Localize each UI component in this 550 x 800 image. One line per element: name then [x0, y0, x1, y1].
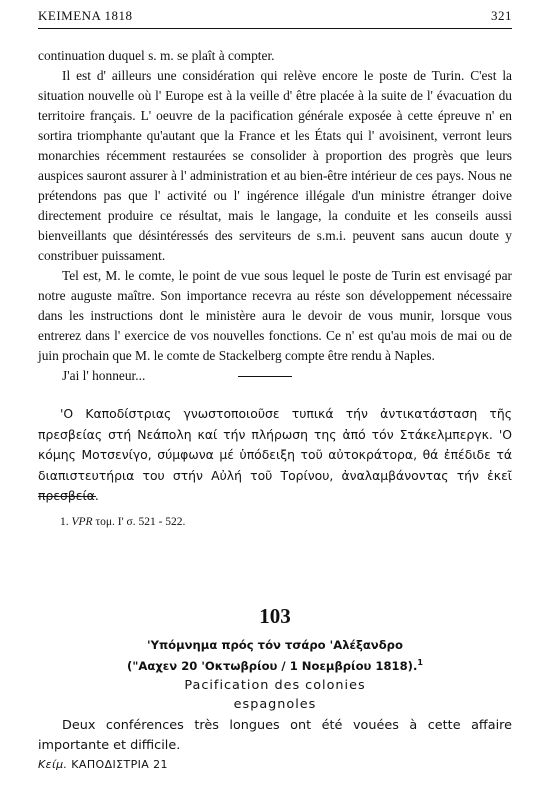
footnote-rule: [38, 496, 96, 497]
paragraph-continuation: continuation duquel s. m. se plaît à compter.: [38, 48, 275, 63]
signature-mark: [38, 758, 168, 771]
title-footnote-marker: 1: [417, 658, 423, 667]
document-date: ("Ααχεν 20 'Οκτωβρίου / 1 Νοεμβρίου 1818).: [127, 658, 418, 673]
document-title-line-2: [0, 654, 550, 675]
footnote-reference: τομ. Ι' σ. 521 - 522.: [95, 516, 186, 528]
footnote-source: VPR: [71, 516, 93, 528]
paragraph-turin-post: Il est d' ailleurs une considération qui relève encore le poste de Turin. C'est la situation nouvelle où l' Europe est à la veille d' être placée à la suite de l' évacuation du territoire français. L' oeuvre de la pacification générale exposée à cette épreuve n' en sortira triomphante qu'autant que la France et les États qui l' avoisinent, verront leurs monarchies récemment restaurées se consolider à proportion des progrès que leurs auspices sauront assurer à l' administration et au bien-être intérieur de ces pays. Nous ne prétendons pas que l' activité ou l' ingérence illégale d'un ministre étranger doive directement produire ce résultat, mais le langage, la conduite et les conseils aussi bienveillants que désintéressés des serviteurs de s.m.i. peuvent sans aucun doute y constribuer puissament.: [38, 68, 512, 263]
paragraph-point-of-view: Tel est, M. le comte, le point de vue sous lequel le poste de Turin est envisagé par notre auguste maître. Son importance recevra au réste son développement nécessaire dans les instructions dont le ministère aura le devoir de vous munir, lorsque vous entrerez dans l' exercice de vos nouvelles fonctions. Ce n' est qu'au mois de mai ou de juin prochain que M. le comte de Stackelberg compte être rendu à Naples.: [38, 268, 512, 363]
document-subject: [0, 676, 550, 714]
footnote-marker: 1.: [60, 516, 69, 528]
paragraph-closing: J'ai l' honneur...: [62, 368, 146, 383]
document-opening-paragraph: Deux conférences très longues ont été vouées à cette affaire importante et difficile.: [38, 718, 512, 753]
document-subject-line-2: espagnoles: [233, 697, 317, 712]
document-title: [0, 636, 550, 675]
running-header: [38, 8, 512, 24]
document-title-line-1: 'Υπόμνημα πρός τόν τσάρο 'Αλέξανδρο: [147, 638, 403, 652]
signature-abbreviation: Κείμ.: [38, 758, 68, 771]
header-rule: [38, 28, 512, 29]
section-rule: [238, 376, 292, 377]
document-text: [38, 716, 512, 755]
greek-commentary-text: 'Ο Καποδίστριας γνωστοποιοῦσε τυπικά τήν ἀντικατάσταση τῆς πρεσβείας στή Νεάπολη καί τήν πλήρωση της ἀπό τόν Στάκελμπεργκ. 'Ο κόμης Μοτσενίγο, σύμφωνα μέ ὑπόδειξη τοῦ αὐτοκράτορα, θά ἐπέδιδε τά διαπιστευτήρια του στήν Αὐλή τοῦ Τορίνου, ἀναλαμβάνοντας τήν ἐκεῖ πρεσβεία.: [38, 406, 512, 503]
footnote: [60, 516, 185, 528]
signature-text: ΚΑΠΟΔΙΣΤΡΙΑ 21: [71, 758, 168, 771]
greek-commentary: [38, 404, 512, 507]
document-number: 103: [259, 604, 291, 628]
document-subject-line-1: Pacification des colonies: [184, 678, 366, 693]
page-number: 321: [491, 8, 512, 23]
running-title: KEIMENA 1818: [38, 8, 133, 23]
french-letter-body: [38, 46, 512, 386]
